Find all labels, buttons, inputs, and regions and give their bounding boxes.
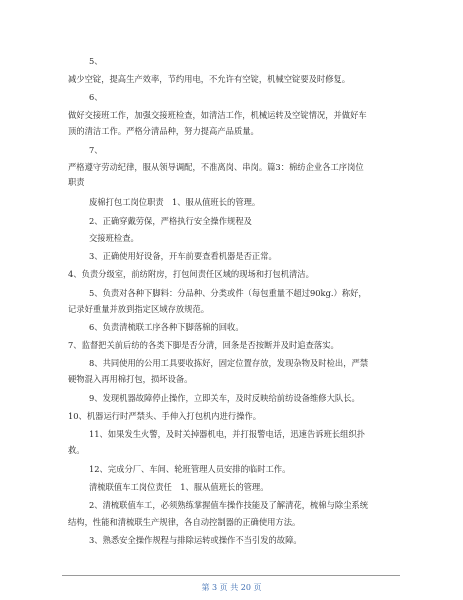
text-line: 8、共同使用的公用工具要收拣好，固定位置存放，发现杂物及时检出，严禁 xyxy=(89,358,369,368)
footer-divider xyxy=(62,575,400,576)
text-line: 5、负责对各种下脚料：分品种、分类或件（每包重量不超过90kg.）称好， xyxy=(89,288,367,298)
text-line: 清梳联值车工岗位责任 1、服从值班长的管理。 xyxy=(89,482,269,492)
text-line: 4、负责分级室，前纺附房，打包间责任区域的现场和打包机清洁。 xyxy=(68,269,314,279)
text-line: 结构，性能和清梳联生产规律，各自动控制器的正确使用方法。 xyxy=(68,517,301,527)
text-line: 做好交接班工作，加强交接班检查，如清洁工作，机械运转及空锭情况，并做好车 xyxy=(68,110,367,120)
text-line: 7、监督把关前后纺的各类下脚是否分清，回条是否按断并及时追查落实。 xyxy=(68,340,339,350)
text-line: 12、完成分厂、车间、轮班管理人员安排的临时工作。 xyxy=(89,464,291,474)
text-line: 减少空锭，提高生产效率，节约用电，不允许有空锭，机械空锭要及时修复。 xyxy=(68,74,351,84)
text-line: 3、正确使用好设备，开车前要查看机器是否正常。 xyxy=(89,251,277,261)
text-line: 6、负责清梳联工序各种下脚落棉的回收。 xyxy=(89,322,244,332)
text-line: 顶的清洁工作。严格分清品种，努力提高产品质量。 xyxy=(68,126,259,136)
text-line: 3、熟悉安全操作规程与排除运转或操作不当引发的故障。 xyxy=(89,535,302,545)
text-line: 11、如果发生火警，及时关掉器机电，并打报警电话，迅速告诉班长组织扑 xyxy=(89,429,366,439)
page-number: 第 3 页 共 20 页 xyxy=(201,583,262,592)
text-line: 9、发现机器故障停止操作，立即关车，及时反映给前纺设备维修大队长。 xyxy=(89,393,360,403)
text-line: 记录好重量并放到指定区域存放规范。 xyxy=(68,304,210,314)
text-line: 2、正确穿戴劳保，严格执行安全操作规程及 xyxy=(89,216,252,226)
text-line: 救。 xyxy=(68,445,85,455)
text-line: 7、 xyxy=(89,145,103,155)
text-line: 交接班检查。 xyxy=(89,233,139,243)
text-line: 职责 xyxy=(68,177,85,187)
text-line: 废棉打包工岗位职责 1、服从值班长的管理。 xyxy=(89,197,261,207)
text-line: 6、 xyxy=(89,92,103,102)
text-line: 严格遵守劳动纪律，服从领导调配，不准离岗、串岗。篇3：棉纺企业各工序岗位 xyxy=(68,162,364,172)
text-line: 硬物混入再用棉打包，损坏设备。 xyxy=(68,374,193,384)
text-line: 10、机器运行时严禁头、手伸入打包机内进行操作。 xyxy=(68,411,262,421)
text-line: 5、 xyxy=(89,56,103,66)
text-line: 2、清梳联值车工，必须熟练掌握值车操作技能及了解清花，梳棉与除尘系统 xyxy=(89,500,369,510)
